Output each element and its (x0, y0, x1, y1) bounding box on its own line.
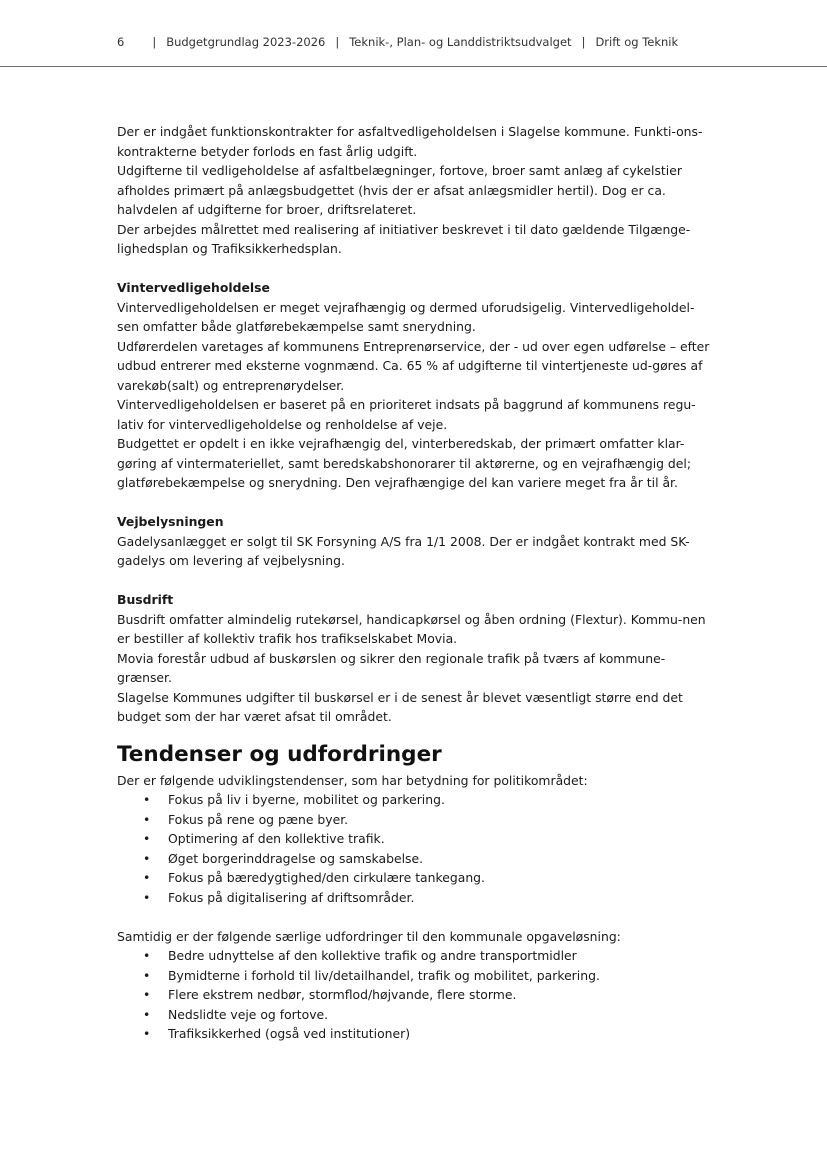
intro-paragraph: Der er indgået funktionskontrakter for asfaltvedligeholdelsen i Slagelse kommune. Funkti-ons-kontrakterne betyder forlods en fast årlig udgift. (117, 124, 703, 159)
committee-name: Teknik-, Plan- og Landdistriktsudvalget (349, 35, 572, 49)
bus-paragraph: Movia forestår udbud af buskørslen og sikrer den regionale trafik på tværs af kommune-grænser. (117, 650, 666, 685)
header-separator: | (581, 35, 586, 49)
trends-list (117, 790, 712, 907)
list-item: • Fokus på rene og pæne byer. (117, 810, 712, 830)
department-name: Drift og Teknik (595, 35, 679, 49)
page-header (0, 0, 827, 67)
intro-paragraph: Der arbejdes målrettet med realisering af initiativer beskrevet i til dato gældende Tilgænge-lighedsplan og Trafiksikkerhedsplan. (117, 221, 691, 256)
trends-title: Tendenser og udfordringer (117, 741, 442, 767)
winter-heading: Vintervedligeholdelse (117, 280, 270, 295)
page-content (117, 122, 712, 1044)
header-separator: | (335, 35, 340, 49)
list-item: • Nedslidte veje og fortove. (117, 1005, 712, 1025)
page-number: 6 (117, 35, 125, 49)
list-item: • Bymidterne i forhold til liv/detailhandel, trafik og mobilitet, parkering. (117, 966, 712, 986)
list-item: • Fokus på digitalisering af driftsområder. (117, 888, 712, 908)
winter-paragraph: Vintervedligeholdelsen er meget vejrafhængig og dermed uforudsigelig. Vintervedligeholdel-sen omfatter både glatførebekæmpelse samt snerydning. (117, 299, 695, 334)
list-item: • Øget borgerinddragelse og samskabelse. (117, 849, 712, 869)
list-item: • Optimering af den kollektive trafik. (117, 829, 712, 849)
spacer (117, 907, 712, 927)
list-item: • Fokus på bæredygtighed/den cirkulære tankegang. (117, 868, 712, 888)
winter-paragraph: Udførerdelen varetages af kommunens Entreprenørservice, der - ud over egen udførelse – efter udbud entrerer med eksterne vognmænd. Ca. 65 % af udgifterne til vintertjeneste ud-gøres af varekøb(salt) og entreprenørydelser. (117, 338, 710, 393)
winter-paragraph: Vintervedligeholdelsen er baseret på en prioriteret indsats på baggrund af kommunens regu-lativ for vintervedligeholdelse og renholdelse af veje. (117, 397, 696, 432)
lighting-paragraph: Gadelysanlægget er solgt til SK Forsyning A/S fra 1/1 2008. Der er indgået kontrakt med SK-gadelys om levering af vejbelysning. (117, 533, 690, 568)
challenges-list (117, 946, 712, 1044)
spacer (117, 571, 712, 591)
trends-intro: Der er følgende udviklingstendenser, som har betydning for politikområdet: (117, 772, 588, 788)
list-item: • Flere ekstrem nedbør, stormflod/højvande, flere storme. (117, 985, 712, 1005)
list-item: • Trafiksikkerhed (også ved institutioner) (117, 1024, 712, 1044)
winter-paragraph: Budgettet er opdelt i en ikke vejrafhængig del, vinterberedskab, der primært omfatter klar-gøring af vintermateriellet, samt beredskabshonorarer til aktørerne, og en vejrafhængig del; glatførebekæmpelse og snerydning. Den vejrafhængige del kan variere meget fra år til år. (117, 436, 692, 490)
bus-paragraph: Busdrift omfatter almindelig rutekørsel, handicapkørsel og åben ordning (Flextur). Kommu-nen er bestiller af kollektiv trafik hos trafikselskabet Movia. (117, 611, 706, 646)
document-title: Budgetgrundlag 2023-2026 (166, 35, 326, 49)
lighting-heading: Vejbelysningen (117, 514, 224, 529)
list-item: • Bedre udnyttelse af den kollektive trafik og andre transportmidler (117, 946, 712, 966)
list-item: • Fokus på liv i byerne, mobilitet og parkering. (117, 790, 712, 810)
intro-paragraph: Udgifterne til vedligeholdelse af asfaltbelægninger, fortove, broer samt anlæg af cykelstier afholdes primært på anlægsbudgettet (hvis der er afsat anlægsmidler hertil). Dog er ca. halvdelen af udgifterne for broer, driftsrelateret. (117, 163, 682, 217)
spacer (117, 493, 712, 513)
bus-heading: Busdrift (117, 592, 174, 607)
bus-paragraph: Slagelse Kommunes udgifter til buskørsel er i de senest år blevet væsentligt større end det budget som der har været afsat til området. (117, 689, 683, 724)
header-row (117, 35, 678, 49)
spacer (117, 259, 712, 279)
challenges-intro: Samtidig er der følgende særlige udfordringer til den kommunale opgaveløsning: (117, 928, 621, 944)
header-separator: | (152, 35, 157, 49)
